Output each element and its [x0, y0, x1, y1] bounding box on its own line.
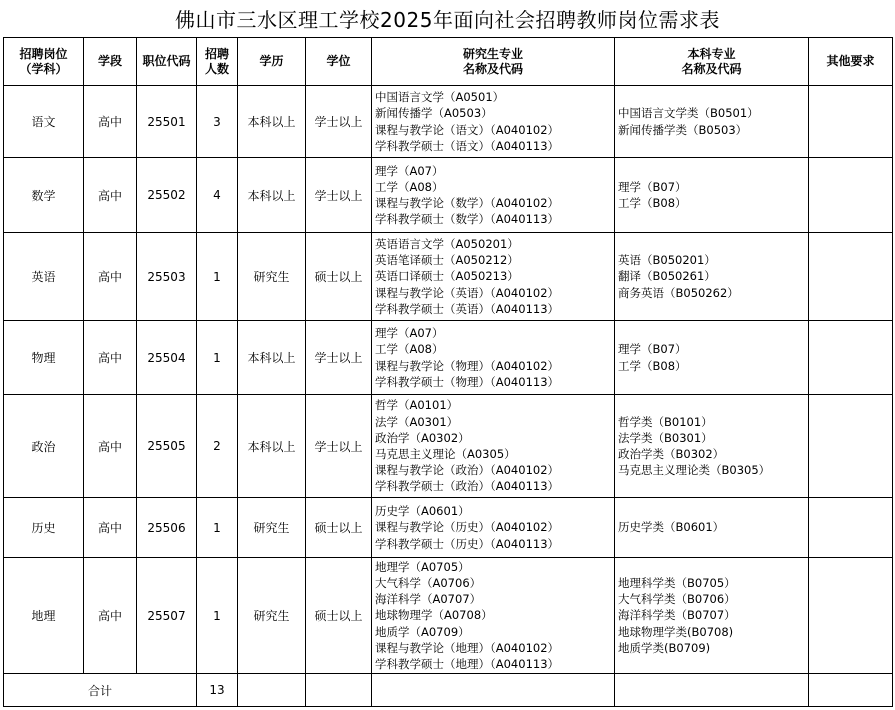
grad-major-line: 政治学（A0302）	[375, 430, 470, 445]
grad-major-line: 学科教学硕士（历史）（A040113）	[375, 536, 560, 551]
grad-major-line: 地质学（A0709）	[375, 624, 470, 639]
cell-degree: 硕士以上	[306, 498, 372, 558]
cell-stage: 高中	[84, 558, 137, 674]
cell-ug-majors	[615, 558, 809, 674]
cell-other	[809, 233, 893, 321]
ug-major-line: 海洋科学类（B0707）	[618, 608, 736, 623]
cell-count: 3	[197, 86, 238, 158]
cell-ug-majors	[615, 233, 809, 321]
grad-major-line: 课程与教学论（政治）（A040102）	[375, 463, 560, 478]
cell-education: 本科以上	[238, 395, 306, 498]
cell-ug-majors	[615, 395, 809, 498]
header-education: 学历	[238, 38, 306, 86]
grad-major-line: 学科教学硕士（地理）（A040113）	[375, 657, 560, 671]
ug-major-line: 历史学类（B0601）	[618, 520, 725, 535]
grad-major-line: 学科教学硕士（语文）（A040113）	[375, 138, 560, 153]
ug-major-line: 工学（B08）	[618, 358, 687, 373]
cell-grad-majors	[372, 498, 615, 558]
cell-code: 25507	[137, 558, 197, 674]
grad-major-line: 课程与教学论（物理）（A040102）	[375, 358, 560, 373]
cell-ug-majors	[615, 158, 809, 233]
cell-count: 1	[197, 321, 238, 395]
ug-major-line: 马克思主义理论类（B0305）	[618, 463, 771, 478]
total-empty-cell	[372, 674, 615, 707]
grad-major-line: 新闻传播学（A0503）	[375, 106, 493, 121]
ug-major-line: 英语（B050201）	[618, 253, 716, 268]
grad-major-line: 课程与教学论（地理）（A040102）	[375, 640, 560, 655]
grad-major-line: 课程与教学论（语文）（A040102）	[375, 122, 560, 137]
cell-education: 研究生	[238, 498, 306, 558]
ug-major-line: 理学（B07）	[618, 342, 687, 357]
table-row	[4, 158, 893, 233]
grad-major-line: 马克思主义理论（A0305）	[375, 447, 516, 461]
cell-education: 研究生	[238, 233, 306, 321]
cell-other	[809, 86, 893, 158]
total-empty-cell	[306, 674, 372, 707]
cell-subject: 物理	[4, 321, 84, 395]
cell-grad-majors	[372, 233, 615, 321]
grad-major-line: 学科教学硕士（政治）（A040113）	[375, 479, 560, 494]
ug-major-line: 翻译（B050261）	[618, 269, 716, 284]
cell-code: 25506	[137, 498, 197, 558]
ug-major-line: 中国语言文学类（B0501）	[618, 106, 759, 121]
cell-stage: 高中	[84, 86, 137, 158]
cell-subject: 政治	[4, 395, 84, 498]
grad-major-line: 工学（A08）	[375, 179, 444, 194]
total-empty-cell	[809, 674, 893, 707]
grad-major-line: 英语笔译硕士（A050212）	[375, 253, 519, 268]
header-degree: 学位	[306, 38, 372, 86]
ug-major-line: 政治学类（B0302）	[618, 447, 725, 461]
cell-education: 研究生	[238, 558, 306, 674]
cell-stage: 高中	[84, 233, 137, 321]
cell-stage: 高中	[84, 395, 137, 498]
cell-other	[809, 158, 893, 233]
table-row	[4, 321, 893, 395]
header-ug-major: 本科专业 名称及代码	[615, 38, 809, 86]
header-row	[4, 38, 893, 86]
ug-major-line: 商务英语（B050262）	[618, 285, 739, 300]
cell-stage: 高中	[84, 158, 137, 233]
grad-major-line: 工学（A08）	[375, 342, 444, 357]
cell-count: 1	[197, 233, 238, 321]
cell-degree: 硕士以上	[306, 233, 372, 321]
cell-code: 25501	[137, 86, 197, 158]
grad-major-line: 英语语言文学（A050201）	[375, 236, 519, 251]
cell-subject: 地理	[4, 558, 84, 674]
grad-major-line: 法学（A0301）	[375, 414, 459, 429]
grad-major-line: 大气科学（A0706）	[375, 575, 482, 590]
ug-major-line: 大气科学类（B0706）	[618, 592, 736, 607]
header-other: 其他要求	[809, 38, 893, 86]
cell-grad-majors	[372, 395, 615, 498]
cell-grad-majors	[372, 86, 615, 158]
ug-major-line: 工学（B08）	[618, 196, 687, 210]
cell-count: 1	[197, 558, 238, 674]
cell-degree: 学士以上	[306, 321, 372, 395]
ug-major-line: 地球物理学类(B0708)	[618, 624, 734, 639]
grad-major-line: 地理学（A0705）	[375, 559, 470, 574]
grad-major-line: 理学（A07）	[375, 163, 444, 178]
total-label: 合计	[4, 674, 197, 707]
ug-major-line: 法学类（B0301）	[618, 430, 713, 445]
recruitment-table	[3, 37, 893, 707]
cell-other	[809, 558, 893, 674]
cell-ug-majors	[615, 86, 809, 158]
cell-education: 本科以上	[238, 158, 306, 233]
cell-count: 4	[197, 158, 238, 233]
cell-ug-majors	[615, 321, 809, 395]
table-row	[4, 233, 893, 321]
total-empty-cell	[615, 674, 809, 707]
cell-code: 25505	[137, 395, 197, 498]
grad-major-line: 理学（A07）	[375, 326, 444, 341]
table-row	[4, 86, 893, 158]
cell-subject: 历史	[4, 498, 84, 558]
grad-major-line: 课程与教学论（数学）（A040102）	[375, 196, 560, 210]
cell-degree: 学士以上	[306, 86, 372, 158]
grad-major-line: 哲学（A0101）	[375, 398, 459, 413]
cell-grad-majors	[372, 158, 615, 233]
cell-subject: 英语	[4, 233, 84, 321]
cell-grad-majors	[372, 321, 615, 395]
header-count: 招聘 人数	[197, 38, 238, 86]
cell-other	[809, 395, 893, 498]
grad-major-line: 课程与教学论（英语）（A040102）	[375, 285, 560, 300]
grad-major-line: 学科教学硕士（英语）（A040113）	[375, 301, 560, 316]
cell-ug-majors	[615, 498, 809, 558]
grad-major-line: 中国语言文学（A0501）	[375, 90, 505, 105]
header-code: 职位代码	[137, 38, 197, 86]
ug-major-line: 地质学类(B0709)	[618, 640, 711, 655]
grad-major-line: 学科教学硕士（物理）（A040113）	[375, 374, 560, 389]
header-position: 招聘岗位 （学科）	[4, 38, 84, 86]
cell-other	[809, 321, 893, 395]
grad-major-line: 历史学（A0601）	[375, 504, 470, 519]
cell-education: 本科以上	[238, 321, 306, 395]
header-stage: 学段	[84, 38, 137, 86]
ug-major-line: 哲学类（B0101）	[618, 414, 713, 429]
cell-degree: 学士以上	[306, 158, 372, 233]
cell-code: 25503	[137, 233, 197, 321]
ug-major-line: 理学（B07）	[618, 179, 687, 194]
cell-code: 25504	[137, 321, 197, 395]
cell-degree: 学士以上	[306, 395, 372, 498]
ug-major-line: 地理科学类（B0705）	[618, 575, 736, 590]
grad-major-line: 海洋科学（A0707）	[375, 592, 482, 607]
total-row	[4, 674, 893, 707]
cell-subject: 数学	[4, 158, 84, 233]
table-row	[4, 558, 893, 674]
table-row	[4, 395, 893, 498]
grad-major-line: 英语口译硕士（A050213）	[375, 269, 519, 284]
cell-education: 本科以上	[238, 86, 306, 158]
cell-count: 1	[197, 498, 238, 558]
cell-stage: 高中	[84, 498, 137, 558]
cell-other	[809, 498, 893, 558]
grad-major-line: 学科教学硕士（数学）（A040113）	[375, 212, 560, 227]
table-row	[4, 498, 893, 558]
total-count: 13	[197, 674, 238, 707]
cell-count: 2	[197, 395, 238, 498]
cell-degree: 硕士以上	[306, 558, 372, 674]
cell-stage: 高中	[84, 321, 137, 395]
cell-subject: 语文	[4, 86, 84, 158]
header-grad-major: 研究生专业 名称及代码	[372, 38, 615, 86]
total-empty-cell	[238, 674, 306, 707]
grad-major-line: 地球物理学（A0708）	[375, 608, 493, 623]
cell-grad-majors	[372, 558, 615, 674]
cell-code: 25502	[137, 158, 197, 233]
ug-major-line: 新闻传播学类（B0503）	[618, 122, 748, 137]
grad-major-line: 课程与教学论（历史）（A040102）	[375, 520, 560, 535]
page-title: 佛山市三水区理工学校2025年面向社会招聘教师岗位需求表	[175, 8, 720, 32]
